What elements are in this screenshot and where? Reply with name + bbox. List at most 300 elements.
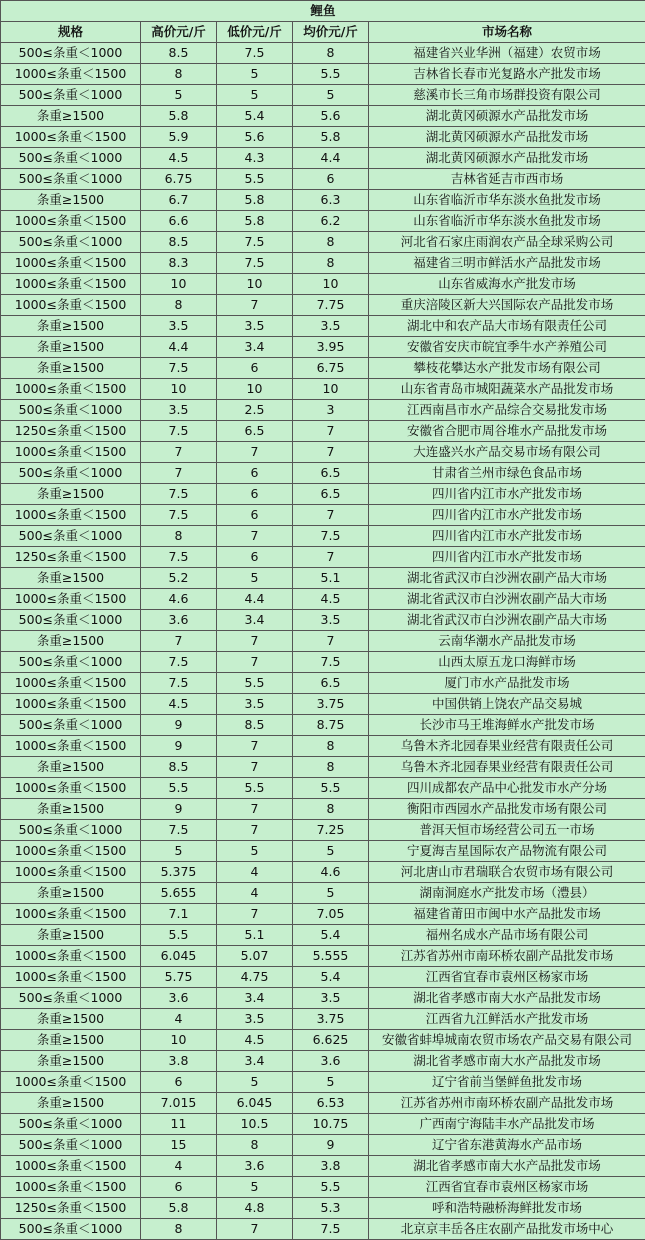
cell-low-price: 8.5 xyxy=(217,715,293,736)
cell-high-price: 7.5 xyxy=(141,673,217,694)
cell-avg-price: 7.05 xyxy=(293,904,369,925)
cell-spec: 条重≥1500 xyxy=(1,106,141,127)
cell-market-name: 安徽省安庆市皖宜季牛水产养殖公司 xyxy=(369,337,645,358)
cell-high-price: 5.8 xyxy=(141,106,217,127)
cell-spec: 条重≥1500 xyxy=(1,757,141,778)
table-row xyxy=(1,988,645,1009)
table-row xyxy=(1,652,645,673)
cell-high-price: 7.5 xyxy=(141,421,217,442)
cell-spec: 条重≥1500 xyxy=(1,316,141,337)
table-row xyxy=(1,127,645,148)
cell-market-name: 河北唐山市君瑞联合农贸市场有限公司 xyxy=(369,862,645,883)
table-row xyxy=(1,589,645,610)
cell-spec: 1000≤条重＜1500 xyxy=(1,253,141,274)
cell-high-price: 8 xyxy=(141,526,217,547)
cell-spec: 1000≤条重＜1500 xyxy=(1,1156,141,1177)
cell-market-name: 山东省青岛市城阳蔬菜水产品批发市场 xyxy=(369,379,645,400)
cell-low-price: 5 xyxy=(217,841,293,862)
cell-low-price: 5.8 xyxy=(217,190,293,211)
cell-market-name: 湖北省武汉市白沙洲农副产品大市场 xyxy=(369,589,645,610)
cell-low-price: 6.5 xyxy=(217,421,293,442)
cell-avg-price: 7 xyxy=(293,547,369,568)
cell-market-name: 江苏省苏州市南环桥农副产品批发市场 xyxy=(369,946,645,967)
cell-avg-price: 6.5 xyxy=(293,484,369,505)
cell-low-price: 7 xyxy=(217,757,293,778)
cell-spec: 500≤条重＜1000 xyxy=(1,232,141,253)
cell-low-price: 5.6 xyxy=(217,127,293,148)
cell-low-price: 5.8 xyxy=(217,211,293,232)
table-row xyxy=(1,1198,645,1219)
cell-market-name: 广西南宁海陆丰水产品批发市场 xyxy=(369,1114,645,1135)
cell-high-price: 3.6 xyxy=(141,610,217,631)
cell-high-price: 7.5 xyxy=(141,547,217,568)
cell-low-price: 7 xyxy=(217,904,293,925)
cell-high-price: 7.015 xyxy=(141,1093,217,1114)
cell-high-price: 8.5 xyxy=(141,43,217,64)
cell-market-name: 江苏省苏州市南环桥农副产品批发市场 xyxy=(369,1093,645,1114)
table-row xyxy=(1,148,645,169)
cell-low-price: 7 xyxy=(217,631,293,652)
cell-low-price: 4.5 xyxy=(217,1030,293,1051)
cell-spec: 1000≤条重＜1500 xyxy=(1,1177,141,1198)
table-row xyxy=(1,505,645,526)
table-row xyxy=(1,442,645,463)
cell-avg-price: 10.75 xyxy=(293,1114,369,1135)
cell-market-name: 湖北黄冈硕源水产品批发市场 xyxy=(369,106,645,127)
cell-market-name: 吉林省延吉市西市场 xyxy=(369,169,645,190)
cell-avg-price: 3.5 xyxy=(293,316,369,337)
table-row xyxy=(1,715,645,736)
cell-high-price: 3.5 xyxy=(141,400,217,421)
cell-spec: 条重≥1500 xyxy=(1,1051,141,1072)
cell-market-name: 湖北省武汉市白沙洲农副产品大市场 xyxy=(369,610,645,631)
cell-high-price: 7.5 xyxy=(141,820,217,841)
cell-high-price: 3.8 xyxy=(141,1051,217,1072)
cell-avg-price: 5.5 xyxy=(293,64,369,85)
cell-high-price: 8.5 xyxy=(141,232,217,253)
cell-avg-price: 8 xyxy=(293,253,369,274)
cell-market-name: 湖北省孝感市南大水产品批发市场 xyxy=(369,1051,645,1072)
table-row xyxy=(1,778,645,799)
header-row xyxy=(1,22,645,43)
cell-market-name: 呼和浩特融桥海鲜批发市场 xyxy=(369,1198,645,1219)
cell-spec: 500≤条重＜1000 xyxy=(1,1219,141,1240)
cell-low-price: 8 xyxy=(217,1135,293,1156)
cell-low-price: 5 xyxy=(217,1072,293,1093)
cell-avg-price: 3.5 xyxy=(293,610,369,631)
table-row xyxy=(1,631,645,652)
cell-market-name: 湖北省孝感市南大水产品批发市场 xyxy=(369,988,645,1009)
cell-low-price: 10 xyxy=(217,379,293,400)
cell-market-name: 攀枝花攀达水产批发市场有限公司 xyxy=(369,358,645,379)
cell-high-price: 7.5 xyxy=(141,358,217,379)
table-row xyxy=(1,799,645,820)
cell-high-price: 10 xyxy=(141,379,217,400)
cell-market-name: 中国供销上饶农产品交易城 xyxy=(369,694,645,715)
cell-low-price: 4.4 xyxy=(217,589,293,610)
cell-spec: 500≤条重＜1000 xyxy=(1,1114,141,1135)
table-row xyxy=(1,1093,645,1114)
cell-high-price: 5.9 xyxy=(141,127,217,148)
cell-market-name: 乌鲁木齐北园春果业经营有限责任公司 xyxy=(369,736,645,757)
table-row xyxy=(1,211,645,232)
cell-low-price: 5 xyxy=(217,85,293,106)
cell-high-price: 7 xyxy=(141,442,217,463)
header-avg-price: 均价元/斤 xyxy=(293,22,369,43)
cell-low-price: 3.5 xyxy=(217,694,293,715)
cell-avg-price: 5.5 xyxy=(293,778,369,799)
cell-market-name: 福州名成水产品市场有限公司 xyxy=(369,925,645,946)
cell-high-price: 6.045 xyxy=(141,946,217,967)
cell-avg-price: 6.75 xyxy=(293,358,369,379)
cell-spec: 1000≤条重＜1500 xyxy=(1,946,141,967)
header-low-price: 低价元/斤 xyxy=(217,22,293,43)
cell-avg-price: 5 xyxy=(293,1072,369,1093)
cell-spec: 1000≤条重＜1500 xyxy=(1,736,141,757)
table-row xyxy=(1,673,645,694)
cell-spec: 1000≤条重＜1500 xyxy=(1,442,141,463)
cell-avg-price: 7.5 xyxy=(293,526,369,547)
cell-low-price: 7 xyxy=(217,442,293,463)
table-title: 鲤鱼 xyxy=(1,1,645,22)
cell-spec: 1000≤条重＜1500 xyxy=(1,274,141,295)
header-spec: 规格 xyxy=(1,22,141,43)
cell-high-price: 6 xyxy=(141,1177,217,1198)
cell-spec: 条重≥1500 xyxy=(1,799,141,820)
cell-high-price: 15 xyxy=(141,1135,217,1156)
cell-avg-price: 5.1 xyxy=(293,568,369,589)
cell-spec: 1250≤条重＜1500 xyxy=(1,421,141,442)
cell-avg-price: 8 xyxy=(293,43,369,64)
cell-spec: 500≤条重＜1000 xyxy=(1,43,141,64)
table-row xyxy=(1,820,645,841)
cell-market-name: 长沙市马王堆海鲜水产批发市场 xyxy=(369,715,645,736)
cell-high-price: 8 xyxy=(141,1219,217,1240)
cell-high-price: 8.5 xyxy=(141,757,217,778)
table-row xyxy=(1,337,645,358)
table-row xyxy=(1,85,645,106)
cell-high-price: 5.655 xyxy=(141,883,217,904)
cell-avg-price: 8 xyxy=(293,799,369,820)
cell-avg-price: 8 xyxy=(293,232,369,253)
cell-high-price: 9 xyxy=(141,799,217,820)
table-row xyxy=(1,1009,645,1030)
cell-low-price: 6 xyxy=(217,505,293,526)
cell-spec: 1000≤条重＜1500 xyxy=(1,127,141,148)
cell-low-price: 7 xyxy=(217,820,293,841)
cell-avg-price: 6.3 xyxy=(293,190,369,211)
cell-low-price: 5 xyxy=(217,1177,293,1198)
cell-market-name: 四川省内江市水产批发市场 xyxy=(369,547,645,568)
table-row xyxy=(1,64,645,85)
cell-avg-price: 4.5 xyxy=(293,589,369,610)
cell-market-name: 江西南昌市水产品综合交易批发市场 xyxy=(369,400,645,421)
cell-market-name: 湖北中和农产品大市场有限责任公司 xyxy=(369,316,645,337)
cell-market-name: 云南华潮水产品批发市场 xyxy=(369,631,645,652)
cell-low-price: 6 xyxy=(217,547,293,568)
table-row xyxy=(1,400,645,421)
cell-market-name: 江西省宜春市袁州区杨家市场 xyxy=(369,1177,645,1198)
cell-low-price: 6 xyxy=(217,463,293,484)
cell-market-name: 山东省临沂市华东淡水鱼批发市场 xyxy=(369,211,645,232)
cell-spec: 条重≥1500 xyxy=(1,358,141,379)
cell-high-price: 5.8 xyxy=(141,1198,217,1219)
cell-low-price: 5.5 xyxy=(217,673,293,694)
cell-avg-price: 4.6 xyxy=(293,862,369,883)
cell-avg-price: 5.5 xyxy=(293,1177,369,1198)
cell-spec: 1000≤条重＜1500 xyxy=(1,379,141,400)
table-row xyxy=(1,106,645,127)
cell-avg-price: 7.75 xyxy=(293,295,369,316)
table-row xyxy=(1,1177,645,1198)
table-row xyxy=(1,610,645,631)
cell-spec: 条重≥1500 xyxy=(1,1009,141,1030)
cell-spec: 条重≥1500 xyxy=(1,883,141,904)
cell-high-price: 4 xyxy=(141,1156,217,1177)
cell-low-price: 4.8 xyxy=(217,1198,293,1219)
cell-market-name: 安徽省合肥市周谷堆水产品批发市场 xyxy=(369,421,645,442)
cell-avg-price: 3.75 xyxy=(293,694,369,715)
table-row xyxy=(1,1072,645,1093)
cell-avg-price: 5.4 xyxy=(293,967,369,988)
cell-avg-price: 3.8 xyxy=(293,1156,369,1177)
cell-avg-price: 7.25 xyxy=(293,820,369,841)
table-row xyxy=(1,169,645,190)
table-row xyxy=(1,232,645,253)
cell-market-name: 厦门市水产品批发市场 xyxy=(369,673,645,694)
cell-market-name: 乌鲁木齐北园春果业经营有限责任公司 xyxy=(369,757,645,778)
cell-avg-price: 6.5 xyxy=(293,463,369,484)
cell-spec: 1000≤条重＜1500 xyxy=(1,694,141,715)
cell-low-price: 5.5 xyxy=(217,778,293,799)
cell-avg-price: 8 xyxy=(293,736,369,757)
cell-avg-price: 8.75 xyxy=(293,715,369,736)
cell-low-price: 3.6 xyxy=(217,1156,293,1177)
cell-market-name: 山东省威海水产批发市场 xyxy=(369,274,645,295)
cell-market-name: 四川省内江市水产批发市场 xyxy=(369,505,645,526)
cell-spec: 500≤条重＜1000 xyxy=(1,820,141,841)
cell-high-price: 5.5 xyxy=(141,925,217,946)
cell-avg-price: 4.4 xyxy=(293,148,369,169)
cell-high-price: 4.5 xyxy=(141,694,217,715)
cell-market-name: 湖北省武汉市白沙洲农副产品大市场 xyxy=(369,568,645,589)
cell-spec: 条重≥1500 xyxy=(1,337,141,358)
cell-low-price: 3.4 xyxy=(217,988,293,1009)
cell-low-price: 10.5 xyxy=(217,1114,293,1135)
table-row xyxy=(1,1030,645,1051)
cell-high-price: 5.2 xyxy=(141,568,217,589)
cell-high-price: 9 xyxy=(141,736,217,757)
table-row xyxy=(1,253,645,274)
cell-market-name: 辽宁省前当堡鲜鱼批发市场 xyxy=(369,1072,645,1093)
cell-low-price: 3.5 xyxy=(217,316,293,337)
table-row xyxy=(1,883,645,904)
table-row xyxy=(1,379,645,400)
cell-market-name: 湖北黄冈硕源水产品批发市场 xyxy=(369,127,645,148)
cell-avg-price: 5 xyxy=(293,85,369,106)
cell-avg-price: 6.625 xyxy=(293,1030,369,1051)
cell-market-name: 普洱天恒市场经营公司五一市场 xyxy=(369,820,645,841)
cell-market-name: 宁夏海吉星国际农产品物流有限公司 xyxy=(369,841,645,862)
cell-high-price: 7 xyxy=(141,463,217,484)
cell-avg-price: 5 xyxy=(293,841,369,862)
cell-low-price: 5 xyxy=(217,64,293,85)
cell-avg-price: 7 xyxy=(293,421,369,442)
cell-avg-price: 5 xyxy=(293,883,369,904)
cell-avg-price: 7 xyxy=(293,442,369,463)
table-row xyxy=(1,1156,645,1177)
header-high-price: 高价元/斤 xyxy=(141,22,217,43)
cell-high-price: 4 xyxy=(141,1009,217,1030)
cell-low-price: 4 xyxy=(217,883,293,904)
cell-low-price: 4.75 xyxy=(217,967,293,988)
cell-avg-price: 7 xyxy=(293,631,369,652)
cell-spec: 500≤条重＜1000 xyxy=(1,400,141,421)
cell-avg-price: 7.5 xyxy=(293,652,369,673)
cell-spec: 500≤条重＜1000 xyxy=(1,148,141,169)
cell-avg-price: 5.8 xyxy=(293,127,369,148)
cell-high-price: 8 xyxy=(141,295,217,316)
cell-high-price: 3.5 xyxy=(141,316,217,337)
cell-market-name: 辽宁省东港黄海水产品市场 xyxy=(369,1135,645,1156)
cell-avg-price: 10 xyxy=(293,379,369,400)
cell-spec: 条重≥1500 xyxy=(1,484,141,505)
cell-high-price: 6.7 xyxy=(141,190,217,211)
table-row xyxy=(1,1219,645,1240)
table-row xyxy=(1,547,645,568)
cell-avg-price: 3.95 xyxy=(293,337,369,358)
cell-spec: 500≤条重＜1000 xyxy=(1,652,141,673)
cell-market-name: 福建省莆田市闽中水产品批发市场 xyxy=(369,904,645,925)
cell-market-name: 北京京丰岳各庄农副产品批发市场中心 xyxy=(369,1219,645,1240)
cell-spec: 1000≤条重＜1500 xyxy=(1,841,141,862)
cell-low-price: 7 xyxy=(217,736,293,757)
cell-high-price: 8.3 xyxy=(141,253,217,274)
cell-spec: 1000≤条重＜1500 xyxy=(1,967,141,988)
cell-high-price: 5 xyxy=(141,85,217,106)
table-row xyxy=(1,946,645,967)
cell-low-price: 7 xyxy=(217,1219,293,1240)
cell-market-name: 湖北省孝感市南大水产品批发市场 xyxy=(369,1156,645,1177)
cell-spec: 条重≥1500 xyxy=(1,568,141,589)
cell-spec: 1250≤条重＜1500 xyxy=(1,1198,141,1219)
cell-market-name: 甘肃省兰州市绿色食品市场 xyxy=(369,463,645,484)
cell-high-price: 7.1 xyxy=(141,904,217,925)
cell-low-price: 7.5 xyxy=(217,232,293,253)
cell-spec: 1000≤条重＜1500 xyxy=(1,295,141,316)
cell-avg-price: 6 xyxy=(293,169,369,190)
cell-high-price: 7.5 xyxy=(141,484,217,505)
cell-avg-price: 7 xyxy=(293,505,369,526)
cell-high-price: 4.4 xyxy=(141,337,217,358)
cell-spec: 500≤条重＜1000 xyxy=(1,526,141,547)
cell-market-name: 湖北黄冈硕源水产品批发市场 xyxy=(369,148,645,169)
table-body xyxy=(1,43,645,1240)
table-row xyxy=(1,568,645,589)
cell-spec: 500≤条重＜1000 xyxy=(1,463,141,484)
cell-avg-price: 3.6 xyxy=(293,1051,369,1072)
table-row xyxy=(1,757,645,778)
cell-market-name: 慈溪市长三角市场群投资有限公司 xyxy=(369,85,645,106)
cell-avg-price: 5.6 xyxy=(293,106,369,127)
cell-market-name: 重庆涪陵区新大兴国际农产品批发市场 xyxy=(369,295,645,316)
cell-low-price: 5.5 xyxy=(217,169,293,190)
table-row xyxy=(1,484,645,505)
header-market-name: 市场名称 xyxy=(369,22,645,43)
cell-avg-price: 3.5 xyxy=(293,988,369,1009)
table-row xyxy=(1,1114,645,1135)
cell-high-price: 10 xyxy=(141,274,217,295)
cell-spec: 1000≤条重＜1500 xyxy=(1,862,141,883)
cell-spec: 500≤条重＜1000 xyxy=(1,85,141,106)
cell-high-price: 3.6 xyxy=(141,988,217,1009)
table-row xyxy=(1,190,645,211)
cell-market-name: 福建省三明市鲜活水产品批发市场 xyxy=(369,253,645,274)
cell-spec: 500≤条重＜1000 xyxy=(1,1135,141,1156)
cell-spec: 条重≥1500 xyxy=(1,631,141,652)
table-row xyxy=(1,694,645,715)
table-row xyxy=(1,358,645,379)
cell-low-price: 7.5 xyxy=(217,253,293,274)
cell-market-name: 衡阳市西园水产品批发市场有限公司 xyxy=(369,799,645,820)
cell-spec: 条重≥1500 xyxy=(1,925,141,946)
cell-spec: 1000≤条重＜1500 xyxy=(1,64,141,85)
table-row xyxy=(1,421,645,442)
cell-low-price: 4.3 xyxy=(217,148,293,169)
cell-low-price: 5.1 xyxy=(217,925,293,946)
cell-market-name: 山西太原五龙口海鲜市场 xyxy=(369,652,645,673)
cell-spec: 1250≤条重＜1500 xyxy=(1,547,141,568)
cell-avg-price: 6.5 xyxy=(293,673,369,694)
cell-high-price: 4.6 xyxy=(141,589,217,610)
title-row xyxy=(1,1,645,22)
cell-low-price: 3.5 xyxy=(217,1009,293,1030)
table-row xyxy=(1,1051,645,1072)
table-row xyxy=(1,736,645,757)
cell-low-price: 4 xyxy=(217,862,293,883)
cell-high-price: 11 xyxy=(141,1114,217,1135)
cell-low-price: 2.5 xyxy=(217,400,293,421)
cell-low-price: 6.045 xyxy=(217,1093,293,1114)
cell-spec: 500≤条重＜1000 xyxy=(1,169,141,190)
cell-avg-price: 3 xyxy=(293,400,369,421)
cell-avg-price: 6.2 xyxy=(293,211,369,232)
cell-market-name: 大连盛兴水产品交易市场有限公司 xyxy=(369,442,645,463)
cell-spec: 1000≤条重＜1500 xyxy=(1,589,141,610)
cell-low-price: 7 xyxy=(217,526,293,547)
cell-high-price: 7 xyxy=(141,631,217,652)
cell-market-name: 湖南洞庭水产批发市场（澧县） xyxy=(369,883,645,904)
cell-avg-price: 9 xyxy=(293,1135,369,1156)
cell-high-price: 9 xyxy=(141,715,217,736)
cell-market-name: 四川省内江市水产批发市场 xyxy=(369,484,645,505)
cell-avg-price: 7.5 xyxy=(293,1219,369,1240)
cell-high-price: 7.5 xyxy=(141,652,217,673)
cell-market-name: 江西省九江鲜活水产批发市场 xyxy=(369,1009,645,1030)
cell-spec: 1000≤条重＜1500 xyxy=(1,505,141,526)
cell-avg-price: 5.555 xyxy=(293,946,369,967)
table-row xyxy=(1,841,645,862)
cell-high-price: 6.75 xyxy=(141,169,217,190)
cell-market-name: 安徽省蚌埠城南农贸市场农产品交易有限公司 xyxy=(369,1030,645,1051)
table-row xyxy=(1,295,645,316)
cell-high-price: 5.375 xyxy=(141,862,217,883)
table-row xyxy=(1,526,645,547)
cell-low-price: 7 xyxy=(217,295,293,316)
cell-low-price: 3.4 xyxy=(217,610,293,631)
cell-spec: 条重≥1500 xyxy=(1,1093,141,1114)
cell-spec: 条重≥1500 xyxy=(1,190,141,211)
